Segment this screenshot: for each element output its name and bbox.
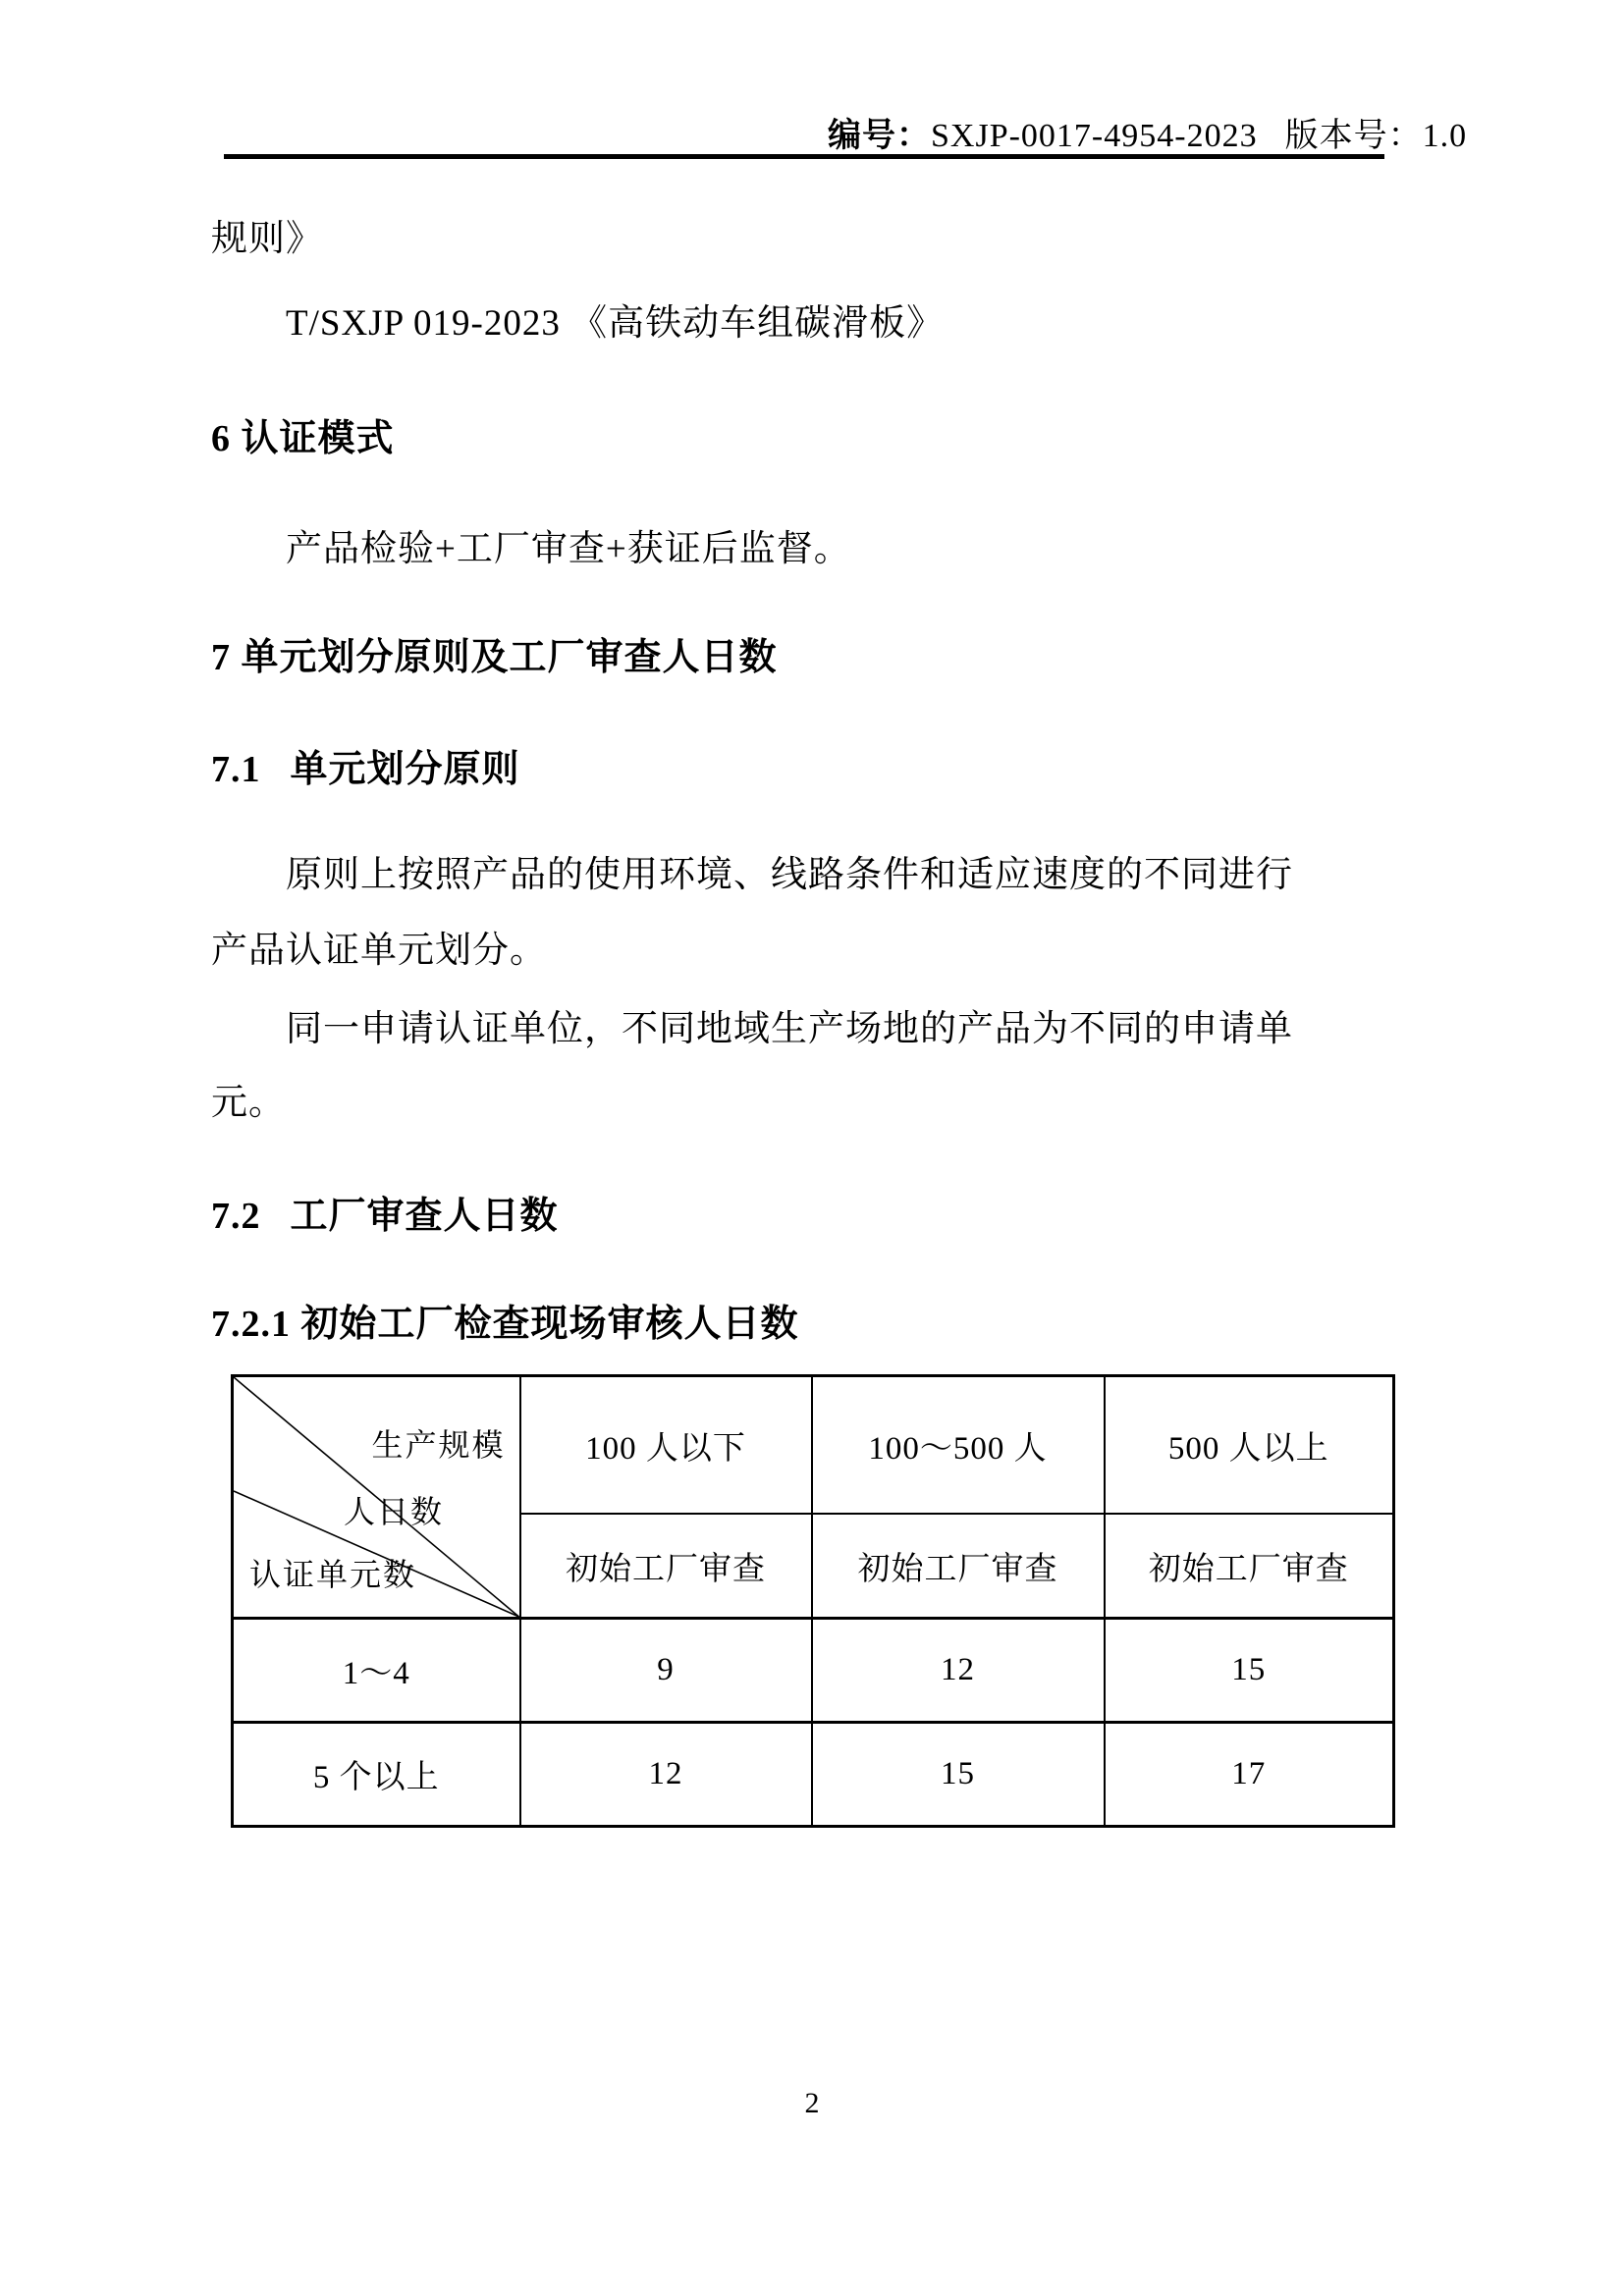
- row-label-1-4: 1～4: [233, 1619, 520, 1723]
- row-label-5-plus: 5 个以上: [233, 1723, 520, 1827]
- table-row: [233, 1619, 1394, 1723]
- intro-line-guize: 规则》: [211, 219, 323, 259]
- section-7-2-heading: [211, 1185, 559, 1239]
- cell-value: 12: [520, 1723, 812, 1827]
- section-7-1-heading: [211, 738, 520, 792]
- doc-version-label: 版本号：: [1284, 118, 1423, 154]
- intro-line-standard: T/SXJP 019-2023 《高铁动车组碳滑板》: [286, 303, 945, 344]
- corner-label-production-scale: 生产规模: [371, 1427, 506, 1463]
- page-number: 2: [804, 2087, 820, 2119]
- doc-version-value: 1.0: [1422, 118, 1468, 154]
- section-7-2-number: 7.2: [211, 1196, 261, 1237]
- section-7-2-1-heading: 7.2.1 初始工厂检查现场审核人日数: [211, 1304, 799, 1345]
- subheader-initial-audit-2: 初始工厂审查: [1105, 1514, 1394, 1619]
- doc-number-label: 编号：: [828, 118, 931, 154]
- section-7-1-title: 单元划分原则: [290, 749, 520, 790]
- paragraph-line: 原则上按照产品的使用环境、线路条件和适应速度的不同进行: [286, 855, 1293, 895]
- column-header-100-500: 100～500 人: [812, 1376, 1105, 1515]
- section-7-2-title: 工厂审查人日数: [290, 1196, 559, 1237]
- audit-mandays-table-wrap: [231, 1374, 1395, 1828]
- audit-mandays-table: [231, 1374, 1395, 1828]
- corner-label-man-days: 人日数: [344, 1494, 445, 1529]
- subheader-initial-audit-1: 初始工厂审查: [812, 1514, 1105, 1619]
- paragraph-line: 产品认证单元划分。: [211, 931, 547, 971]
- cell-value: 15: [812, 1723, 1105, 1827]
- paragraph-line: 元。: [211, 1083, 286, 1123]
- column-header-under-100: 100 人以下: [520, 1376, 812, 1515]
- cell-value: 17: [1105, 1723, 1394, 1827]
- header-rule: [224, 154, 1384, 159]
- subheader-initial-audit-0: 初始工厂审查: [520, 1514, 812, 1619]
- paragraph-line: 同一申请认证单位，不同地域生产场地的产品为不同的申请单: [286, 1009, 1293, 1049]
- doc-header: [828, 108, 1467, 156]
- doc-number-value: SXJP-0017-4954-2023: [931, 118, 1258, 154]
- section-6-heading: 6 认证模式: [211, 418, 395, 459]
- cell-value: 9: [520, 1619, 812, 1723]
- section-7-heading: 7 单元划分原则及工厂审查人日数: [211, 637, 778, 678]
- section-6-text: 产品检验+工厂审查+获证后监督。: [286, 529, 851, 569]
- table-corner-cell: [233, 1376, 520, 1619]
- cell-value: 15: [1105, 1619, 1394, 1723]
- table-row: [233, 1723, 1394, 1827]
- column-header-over-500: 500 人以上: [1105, 1376, 1394, 1515]
- cell-value: 12: [812, 1619, 1105, 1723]
- section-7-1-number: 7.1: [211, 749, 261, 790]
- corner-label-cert-units: 认证单元数: [249, 1557, 417, 1592]
